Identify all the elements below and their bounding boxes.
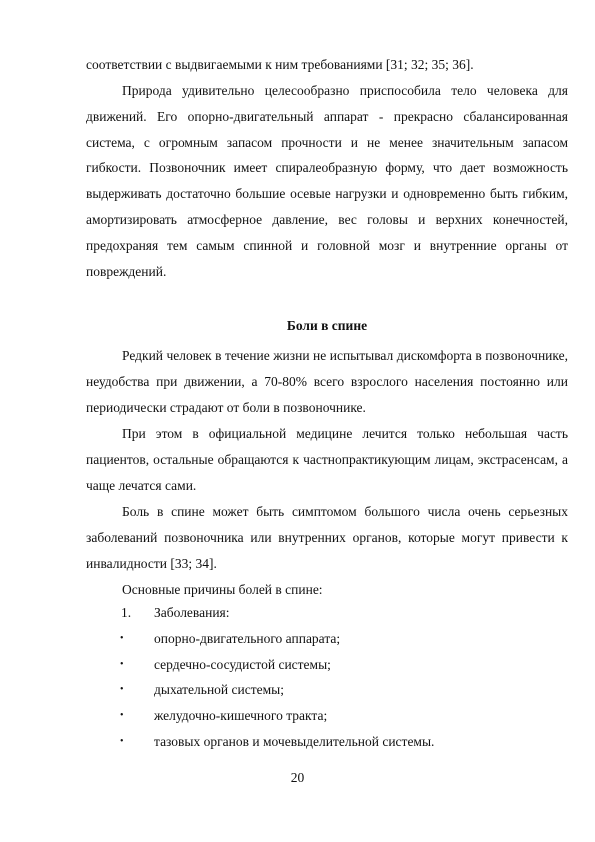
bullet-icon: • [120,684,124,696]
bullet-list-item [86,703,568,729]
list-item-text: Заболевания: [154,605,230,620]
list-item-text: опорно-двигательного аппарата; [154,630,341,646]
paragraph-official-medicine: При этом в официальной медицине лечится только небольшая часть пациентов, остальные обращаются к частнопрактикующим лицам, экстрасенсам, а чаще лечатся сами. [86,426,568,493]
page-number: 20 [290,770,305,785]
section-heading: Боли в спине [286,318,368,333]
list-number: 1. [121,605,132,620]
list-item-text: дыхательной системы; [154,682,284,698]
bullet-list-item [86,729,568,755]
bullet-list-item [86,626,568,652]
bullet-icon: • [120,632,124,644]
list-item-text: желудочно-кишечного тракта; [154,708,328,724]
bullet-list-item [86,677,568,703]
paragraph-text: соответствии с выдвигаемыми к ним требованиями [31; 32; 35; 36]. [86,57,474,72]
paragraph-continuation [86,52,568,78]
paragraph-discomfort: Редкий человек в течение жизни не испытывал дискомфорта в позвоночнике, неудобства при движении, а 70-80% всего взрослого населения постоянно или периодически страдают от боли в позвоночнике. [86,348,568,415]
paragraph-causes-intro: Основные причины болей в спине: [122,582,323,597]
bullet-list-item [86,652,568,678]
causes-list [86,600,568,755]
paragraph-symptom: Боль в спине может быть симптомом большого числа очень серьезных заболеваний позвоночника или внутренних органов, которые могут привести к инвалидности [33; 34]. [86,504,568,571]
bullet-icon: • [120,658,124,670]
list-item-text: тазовых органов и мочевыделительной системы. [154,733,435,749]
bullet-icon: • [120,710,124,722]
numbered-list-item [86,600,568,626]
paragraph-nature: Природа удивительно целесообразно приспособила тело человека для движений. Его опорно-двигательный аппарат - прекрасно сбалансированная система, с огромным запасом прочности и не менее значительным запасом гибкости. Позвоночник имеет спиралеобразную форму, что дает возможность выдерживать достаточно большие осевые нагрузки и одновременно быть гибким, амортизировать атмосферное давление, вес головы и верхних конечностей, предохраняя тем самым спинной и головной мозг и внутренние органы от повреждений. [86,83,568,279]
list-item-text: сердечно-сосудистой системы; [154,656,331,672]
bullet-icon: • [120,735,124,747]
